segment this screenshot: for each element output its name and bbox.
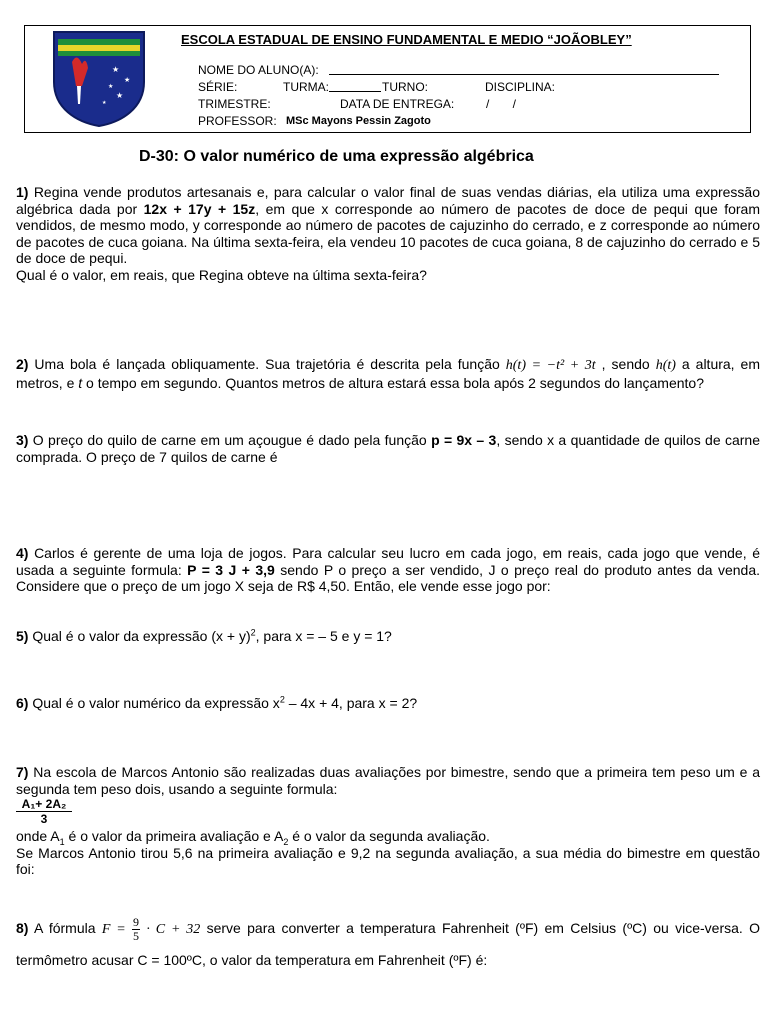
svg-text:★: ★ <box>112 65 120 74</box>
formula-numerator: A₁+ 2A₂ <box>16 797 72 812</box>
svg-text:★: ★ <box>116 91 124 100</box>
question-4 <box>16 545 760 595</box>
subscript: 2 <box>283 836 289 847</box>
question-number: 6) <box>16 695 29 711</box>
question-3 <box>16 432 760 465</box>
function-formula: h(t) = −t² + 3t <box>505 358 596 373</box>
question-text: Carlos é gerente de uma loja de jogos. Para calcular seu lucro em cada jogo, em reais, cada jogo que vende, é usada a seguinte formula: <box>16 545 760 578</box>
question-prompt: Qual é o valor, em reais, que Regina obteve na última sexta-feira? <box>16 266 427 283</box>
serie-label: SÉRIE: <box>198 80 238 94</box>
question-number: 3) <box>16 432 29 448</box>
function-symbol: h(t) <box>655 358 676 373</box>
question-text: é o valor da primeira avaliação e A <box>64 828 284 844</box>
question-text: Regina vende produtos artesanais e, para calcular o valor final de suas vendas diárias, ela utiliza uma expressão algébrica dada por <box>16 184 760 217</box>
question-text: , sendo x a quantidade de quilos de carne comprada. O preço de 7 quilos de carne é <box>16 432 760 465</box>
turma-label: TURMA: <box>283 80 329 94</box>
question-text: serve para converter a temperatura Fahrenheit (ºF) em Celsius (ºC) ou vice-versa. O termômetro acusar C = 100ºC, o valor da temperatura em Fahrenheit (ºF) é: <box>16 920 760 968</box>
school-name: ESCOLA ESTADUAL DE ENSINO FUNDAMENTAL E MEDIO “JOÃOBLEY” <box>181 32 632 47</box>
exponent: 2 <box>250 627 256 638</box>
header-box <box>24 25 751 133</box>
exponent: 2 <box>279 694 285 705</box>
question-text: onde A <box>16 828 60 844</box>
formula-denominator: 3 <box>40 812 48 826</box>
question-text: sendo P o preço a ser vendido, J o preço real do produto antes da venda. Considere que o preço de um jogo X seja de R$ 4,50. Então, ele vende esse jogo por: <box>16 561 760 595</box>
question-text: Qual é o valor da expressão (x + y) <box>28 628 251 644</box>
expression: 12x + 17y + 15z <box>143 200 256 217</box>
question-text: Uma bola é lançada obliquamente. Sua trajetória é descrita pela função <box>28 356 506 372</box>
average-formula <box>16 797 72 826</box>
svg-text:★: ★ <box>124 77 131 84</box>
formula-fraction <box>132 916 140 943</box>
svg-text:★: ★ <box>102 100 107 106</box>
expression: P = 3 J + 3,9 <box>187 561 275 578</box>
question-number: 8) <box>16 920 29 936</box>
question-number: 4) <box>16 545 29 561</box>
professor-name: MSc Mayons Pessin Zagoto <box>286 115 431 127</box>
question-prompt: Se Marcos Antonio tirou 5,6 na primeira avaliação e 9,2 na segunda avaliação, a sua média do bimestre em questão foi: <box>16 844 760 878</box>
question-text: , para x = – 5 e y = 1? <box>255 628 392 644</box>
question-text: o tempo em segundo. Quantos metros de altura estará essa bola após 2 segundos do lançamento? <box>82 374 704 391</box>
question-text: , em que x corresponde ao número de pacotes de doce de pequi que foram vendidos, de mesmo modo, y corresponde ao número de pacotes de cajuzinho do cerrado, e z corresponde ao número de pacotes de cuca goiana. Na última sexta-feira, ela vendeu 10 pacotes de cuca goiana, 8 de cajuzinho do cerrado e 5 de doce de pequi. <box>16 200 760 267</box>
fraction-denominator: 5 <box>133 928 140 943</box>
question-number: 1) <box>16 184 29 200</box>
formula-lhs: F = <box>101 922 126 937</box>
page-title: D-30: O valor numérico de uma expressão algébrica <box>139 148 534 165</box>
turma-line[interactable] <box>329 81 381 92</box>
question-7-continued <box>16 828 760 878</box>
turno-label: TURNO: <box>382 80 428 94</box>
question-text: a altura, em metros, e <box>16 356 761 391</box>
question-7 <box>16 764 760 797</box>
subscript: 1 <box>59 836 65 847</box>
student-name-line[interactable] <box>329 64 719 75</box>
question-text: é o valor da segunda avaliação. <box>288 828 490 844</box>
question-number: 2) <box>16 356 29 372</box>
expression: p = 9x – 3 <box>431 432 497 448</box>
professor-label: PROFESSOR: <box>198 114 277 128</box>
svg-text:★: ★ <box>108 84 114 90</box>
question-number: 7) <box>16 764 29 780</box>
disciplina-label: DISCIPLINA: <box>485 80 556 94</box>
trimestre-label: TRIMESTRE: <box>198 97 271 111</box>
question-number: 5) <box>16 628 29 644</box>
formula-rhs: · C + 32 <box>146 922 201 937</box>
question-8 <box>16 913 760 975</box>
data-entrega-label: DATA DE ENTREGA: <box>340 97 455 111</box>
question-2 <box>16 356 760 391</box>
question-text: O preço do quilo de carne em um açougue é dado pela função <box>28 432 432 448</box>
fraction-numerator: 9 <box>133 914 140 929</box>
question-text: A fórmula <box>28 920 102 936</box>
date-slashes: / / <box>486 97 517 111</box>
time-variable: t <box>78 374 83 391</box>
student-name-label: NOME DO ALUNO(A): <box>198 63 319 77</box>
question-5 <box>16 628 760 645</box>
question-1 <box>16 184 760 284</box>
question-text: , sendo <box>595 356 656 372</box>
question-6 <box>16 695 760 712</box>
question-text: Na escola de Marcos Antonio são realizadas duas avaliações por bimestre, sendo que a primeira tem peso um e a segunda tem peso dois, usando a seguinte formula: <box>16 764 760 797</box>
school-crest-logo <box>52 30 146 128</box>
question-text: – 4x + 4, para x = 2? <box>284 695 418 711</box>
question-text: Qual é o valor numérico da expressão x <box>28 695 280 711</box>
